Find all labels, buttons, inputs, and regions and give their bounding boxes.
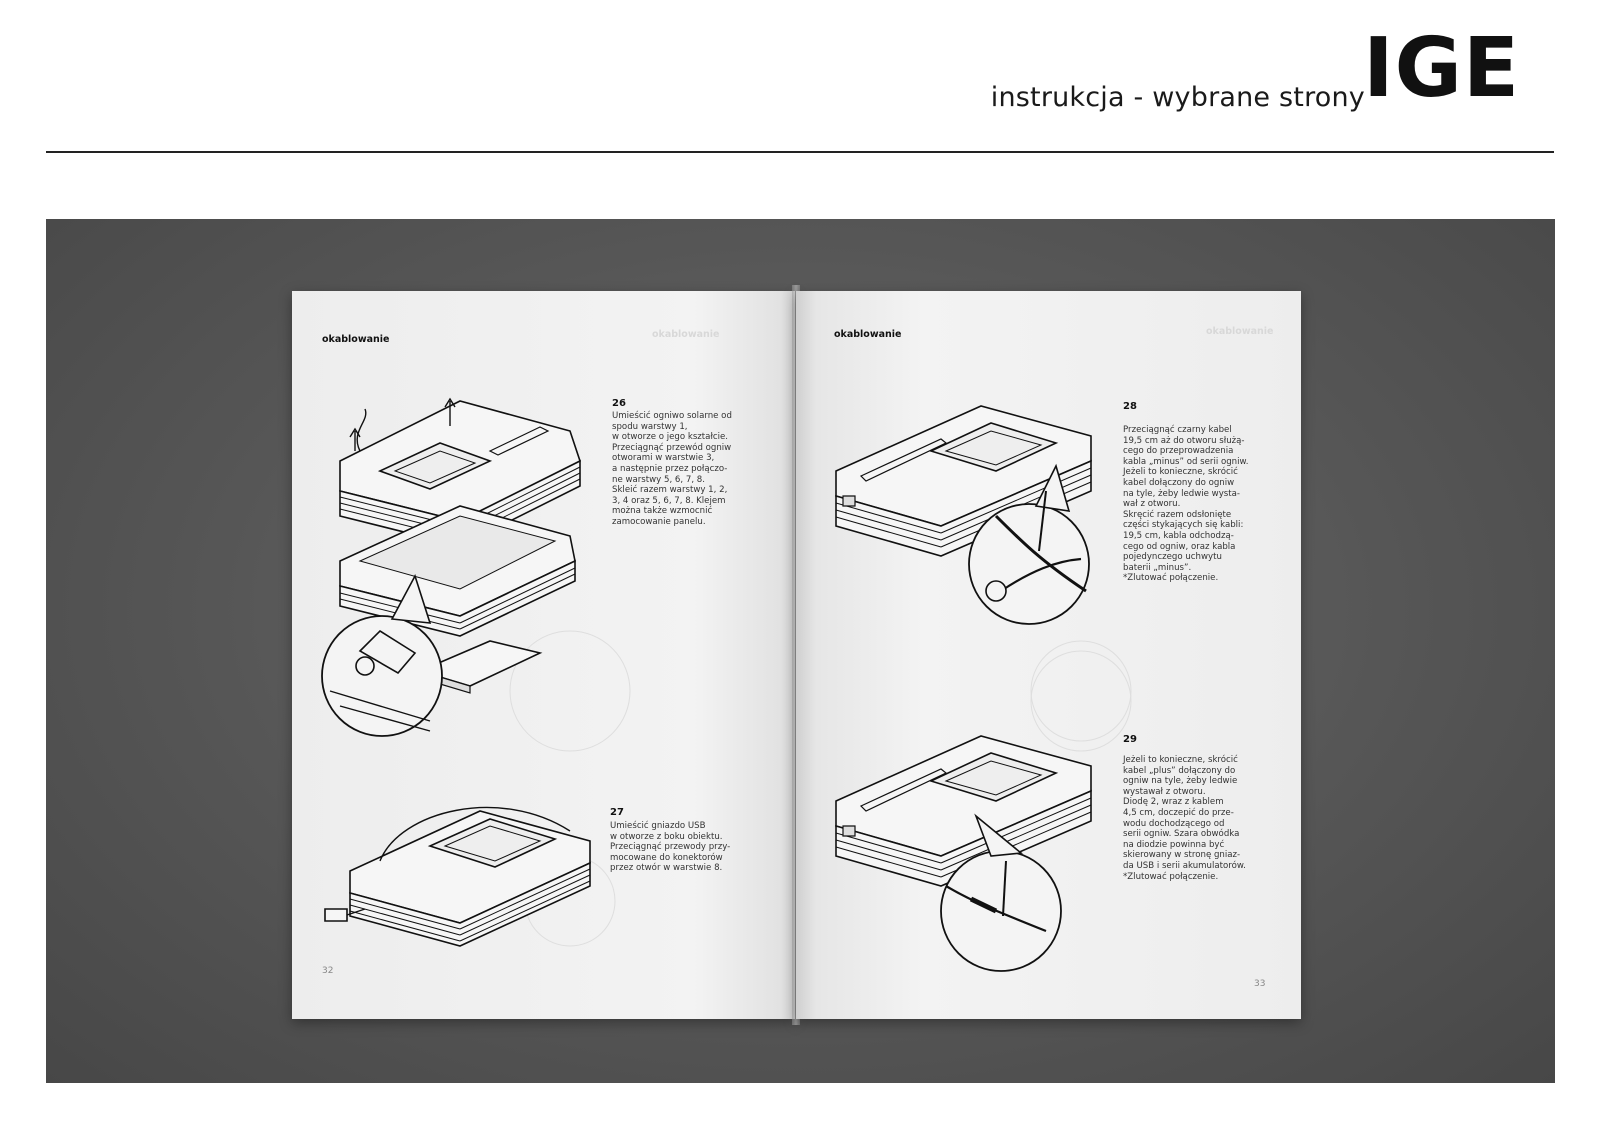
right-page: [796, 291, 1301, 1019]
header-divider: [46, 151, 1554, 153]
right-page-number: 33: [1254, 979, 1266, 989]
step-27-illustration: [320, 791, 590, 961]
step-28-illustration: [831, 391, 1111, 621]
left-section-label: okablowanie: [322, 334, 390, 345]
step-26-number: 26: [612, 398, 626, 409]
step-26-text: Umieścić ogniwo solarne od spodu warstwy 1, w otworze o jego kształcie. Przeciągnąć przewód ogniw otworami w warstwie 3, a następnie przez połączo- ne warstwy 5, 6, 7, 8. Skleić razem warstwy 1, 2, 3, 4 oraz 5, 6, 7, 8. Klejem można także wzmocnić zamocowanie panelu.: [612, 411, 732, 527]
step-29-text: Jeżeli to konieczne, skrócić kabel „plus” dołączony do ogniw na tyle, żeby ledwie wystawał z otworu. Diodę 2, wraz z kablem 4,5 cm, doczepić do prze- wodu dochodzącego od serii ogniw. Szara obwódka na diodzie powinna być skierowany w stronę gniaz- da USB i serii akumulatorów. *Zlutować połączenie.: [1123, 755, 1246, 882]
header-logo: IGE: [1363, 21, 1520, 116]
left-ghost-label: okablowanie: [652, 329, 720, 340]
right-section-label: okablowanie: [834, 329, 902, 340]
step-27-number: 27: [610, 807, 624, 818]
left-page: [292, 291, 795, 1019]
left-page-number: 32: [322, 966, 334, 976]
step-29-illustration: [831, 721, 1111, 961]
step-28-number: 28: [1123, 401, 1137, 412]
header-subtitle: instrukcja - wybrane strony: [990, 82, 1365, 113]
step-29-number: 29: [1123, 734, 1137, 745]
step-28-text: Przeciągnąć czarny kabel 19,5 cm aż do otworu służą- cego do przeprowadzenia kabla „minus” od serii ogniw. Jeżeli to konieczne, skrócić kabel dołączony do ogniw na tyle, żeby ledwie wysta- wał z otworu. Skręcić razem odsłonięte części stykających się kabli: 19,5 cm, kabla odchodzą- cego od ogniw, oraz kabla pojedynczego uchwytu baterii „minus”. *Zlutować połączenie.: [1123, 425, 1249, 584]
right-ghost-label: okablowanie: [1206, 326, 1274, 337]
step-26-illustration: [320, 391, 590, 741]
booklet-photo: [46, 219, 1555, 1083]
step-27-text: Umieścić gniazdo USB w otworze z boku obiektu. Przeciągnąć przewody przy- mocowane do konektorów przez otwór w warstwie 8.: [610, 821, 731, 874]
